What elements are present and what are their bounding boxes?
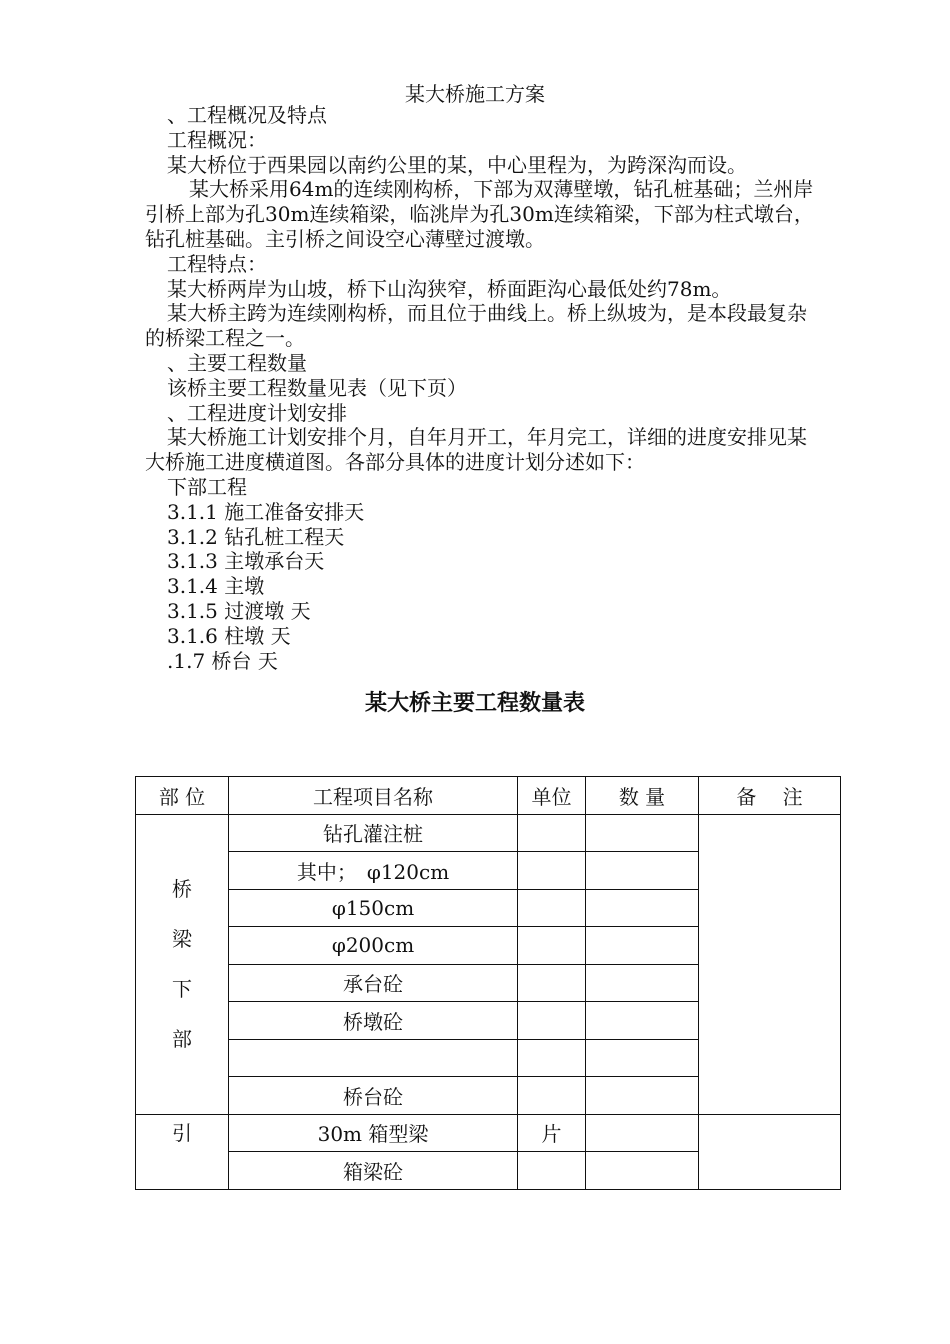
quantity-cell	[586, 964, 699, 1002]
paragraph: 该桥主要工程数量见表（见下页）	[167, 375, 467, 400]
quantity-cell	[586, 852, 699, 890]
document-body	[145, 103, 815, 673]
part-char: 下	[172, 977, 192, 1001]
subheading: 工程概况：	[167, 127, 267, 152]
quantity-cell	[586, 814, 699, 852]
subheading: 工程特点：	[167, 251, 267, 276]
quantity-cell	[586, 1002, 699, 1040]
part-char: 部	[172, 1027, 192, 1051]
unit-cell: 片	[518, 1114, 586, 1152]
unit-cell	[518, 1152, 586, 1190]
unit-cell	[518, 889, 586, 927]
paragraph: 某大桥施工计划安排个月，自年月开工，年月完工，详细的进度安排见某大桥施工进度横道图。各部分具体的进度计划分述如下：	[145, 425, 807, 475]
list-item: 3.1.3 主墩承台天	[167, 549, 325, 574]
unit-cell	[518, 1002, 586, 1040]
item-cell: 其中； φ120cm	[229, 852, 518, 890]
quantity-table	[135, 776, 841, 1190]
section-heading: 、工程概况及特点	[167, 103, 327, 127]
item-cell	[229, 1039, 518, 1077]
table-title: 某大桥主要工程数量表	[364, 691, 585, 716]
quantity-cell	[586, 1077, 699, 1115]
header-cell: 单位	[518, 777, 586, 815]
item-cell: 30m 箱型梁	[229, 1114, 518, 1152]
list-item: .1.7 桥台 天	[167, 648, 278, 673]
header-cell: 部 位	[136, 777, 229, 815]
table-row	[136, 1114, 841, 1152]
list-item: 3.1.4 主墩	[167, 574, 265, 599]
section-heading: 、工程进度计划安排	[167, 400, 347, 425]
part-cell: 引	[136, 1114, 229, 1189]
paragraph: 某大桥两岸为山坡，桥下山沟狭窄，桥面距沟心最低处约78m。	[167, 276, 732, 301]
quantity-cell	[586, 1152, 699, 1190]
unit-cell	[518, 852, 586, 890]
part-char: 梁	[172, 927, 192, 951]
paragraph: 某大桥主跨为连续刚构桥，而且位于曲线上。桥上纵坡为，是本段最复杂的桥梁工程之一。	[145, 301, 807, 351]
item-cell: 箱梁砼	[229, 1152, 518, 1190]
item-cell: φ150cm	[229, 889, 518, 927]
part-char: 桥	[172, 877, 192, 901]
header-cell: 工程项目名称	[229, 777, 518, 815]
list-item: 3.1.1 施工准备安排天	[167, 499, 365, 524]
paragraph: 某大桥位于西果园以南约公里的某，中心里程为，为跨深沟而设。	[167, 152, 747, 177]
list-item: 3.1.2 钻孔桩工程天	[167, 524, 345, 549]
list-item: 3.1.5 过渡墩 天	[167, 598, 311, 623]
item-cell: 桥台砼	[229, 1077, 518, 1115]
quantity-cell	[586, 889, 699, 927]
subheading: 下部工程	[167, 474, 247, 499]
item-cell: 承台砼	[229, 964, 518, 1002]
table-row	[136, 814, 841, 852]
unit-cell	[518, 1077, 586, 1115]
item-cell: 钻孔灌注桩	[229, 814, 518, 852]
section-heading: 、主要工程数量	[167, 350, 307, 375]
unit-cell	[518, 927, 586, 965]
document-title: 某大桥施工方案	[405, 82, 545, 106]
part-cell	[136, 814, 229, 1114]
unit-cell	[518, 1039, 586, 1077]
header-cell: 数 量	[586, 777, 699, 815]
remark-cell	[699, 1114, 841, 1189]
quantity-cell	[586, 927, 699, 965]
quantity-cell	[586, 1039, 699, 1077]
header-cell: 备 注	[699, 777, 841, 815]
item-cell: φ200cm	[229, 927, 518, 965]
unit-cell	[518, 814, 586, 852]
unit-cell	[518, 964, 586, 1002]
quantity-cell	[586, 1114, 699, 1152]
item-cell: 桥墩砼	[229, 1002, 518, 1040]
list-item: 3.1.6 柱墩 天	[167, 623, 291, 648]
remark-cell	[699, 814, 841, 1114]
table-header-row	[136, 777, 841, 815]
paragraph: 某大桥采用64m的连续刚构桥，下部为双薄壁墩，钻孔桩基础；兰州岸引桥上部为孔30m连续箱梁，临洮岸为孔30m连续箱梁，下部为柱式墩台，钻孔桩基础。主引桥之间设空心薄壁过渡墩。	[145, 177, 814, 251]
